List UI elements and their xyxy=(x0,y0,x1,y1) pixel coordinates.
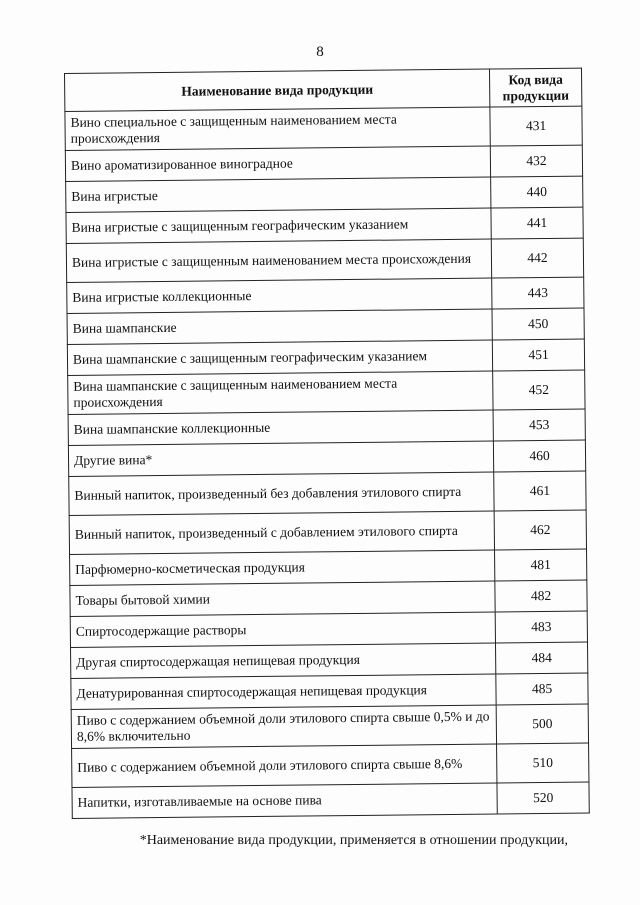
table-header-row xyxy=(65,68,582,111)
product-name-cell: Вино специальное с защищенным наименованием места происхождения xyxy=(65,107,490,150)
product-code-cell: 440 xyxy=(491,176,583,208)
product-name-cell: Напитки, изготавливаемые на основе пива xyxy=(72,783,497,818)
product-name-cell: Другая спиртосодержащая непищевая продукция xyxy=(71,643,496,678)
page-number: 8 xyxy=(316,44,324,60)
product-code-cell: 484 xyxy=(496,642,588,674)
product-code-cell: 442 xyxy=(491,238,583,278)
product-code-cell: 481 xyxy=(495,549,587,581)
product-code-cell: 450 xyxy=(492,308,584,340)
footnote: *Наименование вида продукции, применяется в отношении продукции, xyxy=(139,833,568,848)
product-name-cell: Вина шампанские коллекционные xyxy=(68,410,493,445)
table-row xyxy=(69,471,586,515)
product-code-cell: 485 xyxy=(496,673,588,705)
column-header-product-code: Код вида продукции xyxy=(490,68,582,107)
product-code-cell: 520 xyxy=(497,782,589,814)
product-code-cell: 453 xyxy=(493,409,585,441)
product-code-cell: 441 xyxy=(491,207,583,239)
table-row xyxy=(72,782,589,818)
product-name-cell: Пиво с содержанием объемной доли этилового спирта свыше 0,5% и до 8,6% включительно xyxy=(71,705,496,748)
product-name-cell: Вина шампанские с защищенным наименованием места происхождения xyxy=(68,371,493,414)
table-row xyxy=(68,370,585,414)
product-name-cell: Спиртосодержащие растворы xyxy=(70,612,495,647)
product-name-cell: Вина игристые с защищенным географическим указанием xyxy=(66,208,491,243)
product-name-cell: Вина шампанские xyxy=(67,309,492,344)
product-name-cell: Вина шампанские с защищенным географическим указанием xyxy=(67,340,492,375)
product-name-cell: Парфюмерно-косметическая продукция xyxy=(70,550,495,585)
product-code-cell: 431 xyxy=(490,106,582,146)
product-name-cell: Вина игристые xyxy=(66,177,491,212)
product-code-cell: 452 xyxy=(493,370,585,410)
product-code-cell: 500 xyxy=(496,704,588,744)
product-code-cell: 483 xyxy=(495,611,587,643)
table-row xyxy=(65,106,582,150)
table-row xyxy=(66,238,583,282)
product-name-cell: Товары бытовой химии xyxy=(70,581,495,616)
product-code-cell: 460 xyxy=(493,440,585,472)
product-name-cell: Другие вина* xyxy=(68,441,493,476)
product-name-cell: Вина игристые с защищенным наименованием места происхождения xyxy=(66,239,491,282)
product-code-cell: 462 xyxy=(494,510,586,550)
product-code-cell: 451 xyxy=(492,339,584,371)
product-code-table xyxy=(64,68,590,819)
product-name-cell: Вина игристые коллекционные xyxy=(67,278,492,313)
product-code-cell: 482 xyxy=(495,580,587,612)
product-code-cell: 510 xyxy=(497,743,589,783)
product-name-cell: Денатурированная спиртосодержащая непищевая продукция xyxy=(71,674,496,709)
column-header-product-name: Наименование вида продукции xyxy=(65,69,490,111)
table-row xyxy=(72,743,589,787)
product-code-cell: 432 xyxy=(490,145,582,177)
product-name-cell: Вино ароматизированное виноградное xyxy=(65,146,490,181)
table-row xyxy=(71,704,588,748)
product-name-cell: Винный напиток, произведенный с добавлением этилового спирта xyxy=(69,511,494,554)
table-row xyxy=(69,510,586,554)
product-name-cell: Пиво с содержанием объемной доли этилового спирта свыше 8,6% xyxy=(72,744,497,787)
product-code-cell: 461 xyxy=(494,471,586,511)
product-name-cell: Винный напиток, произведенный без добавления этилового спирта xyxy=(69,472,494,515)
product-code-cell: 443 xyxy=(492,277,584,309)
